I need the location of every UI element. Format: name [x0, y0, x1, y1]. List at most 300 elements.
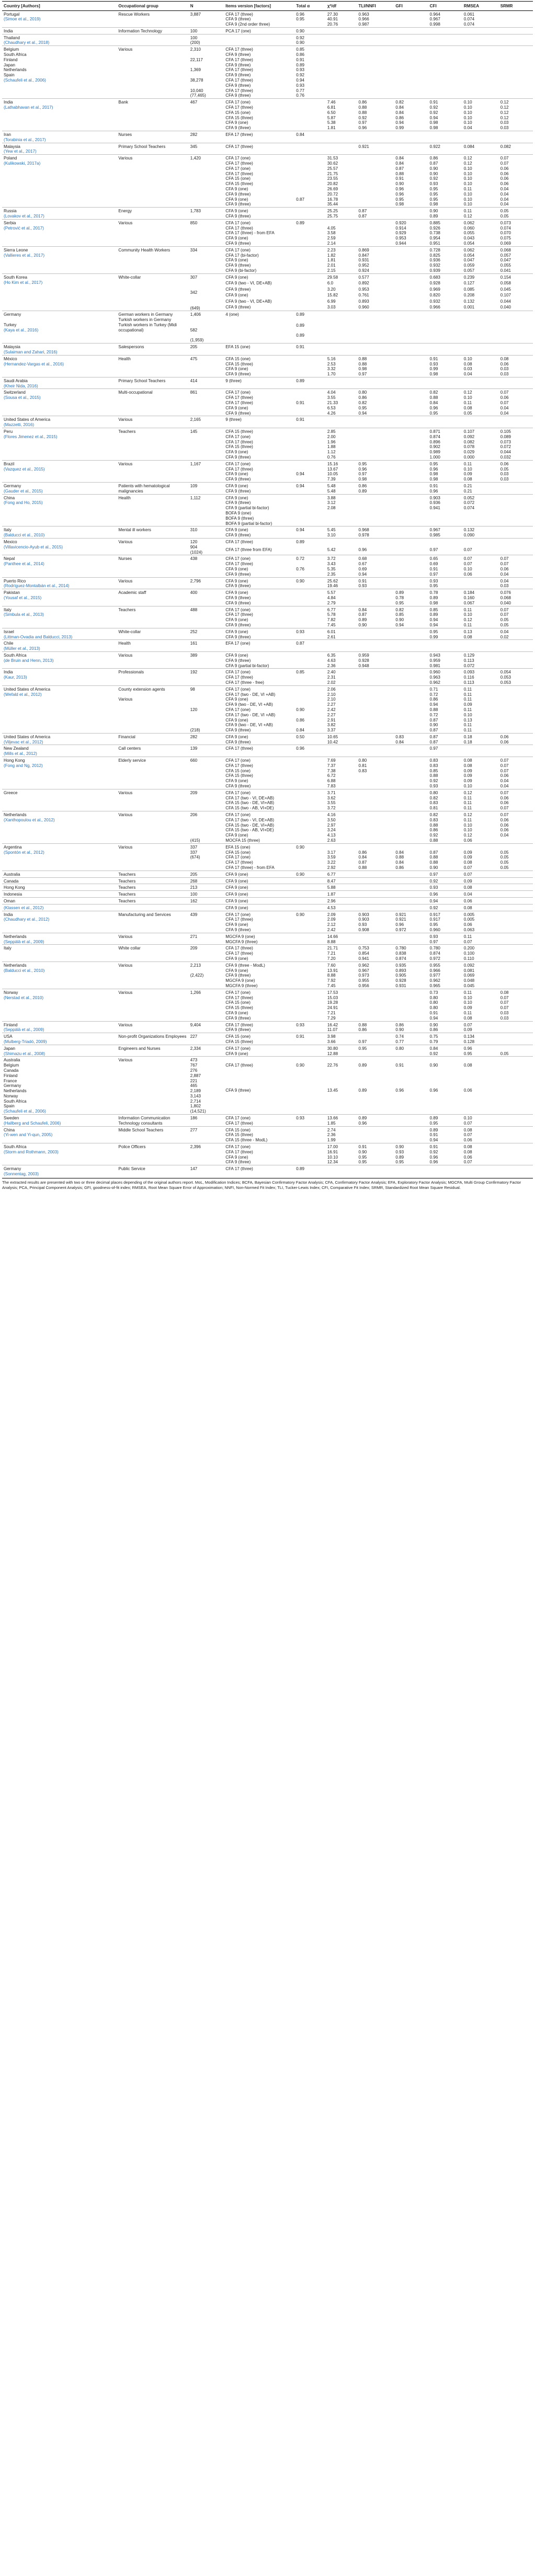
tli-cell: 0.753: [357, 945, 394, 951]
chi2-df-cell: 2.79: [327, 600, 336, 605]
country-name: South Africa: [4, 1144, 27, 1150]
tli-cell: [357, 521, 394, 526]
alpha-cell: [294, 596, 326, 601]
alpha-cell: [294, 612, 326, 617]
srmr-cell: 0.05: [500, 855, 509, 860]
alpha-cell: [294, 922, 326, 928]
items-version-cell: CFA 17 (three): [225, 171, 253, 176]
chi2-df-cell: 7.82: [327, 617, 336, 623]
citation-link[interactable]: (Fong and Ho, 2015): [4, 500, 43, 506]
cfi-cell: 0.87: [429, 728, 438, 733]
citation-link[interactable]: (Sousa et al., 2015): [4, 395, 41, 400]
srmr-cell: [499, 983, 533, 989]
srmr-cell: 0.07: [499, 155, 533, 161]
rmsea-cell: 0.06: [463, 1138, 472, 1143]
citation-link[interactable]: (Yew et al., 2017): [4, 149, 37, 154]
gfi-cell: 0.953: [395, 236, 406, 241]
items-version-cell: MOCFA 15 (three): [225, 838, 260, 843]
rmsea-cell: 0.074: [463, 506, 475, 511]
sample-size-cell: 205: [189, 344, 224, 356]
alpha-cell: [294, 838, 326, 843]
gfi-cell: 0.88: [395, 855, 404, 860]
alpha-cell: 0.77: [296, 88, 305, 93]
citation-link[interactable]: (Mulberg-Triadó, 2009): [4, 1039, 47, 1044]
citation-link[interactable]: (de Bruin and Henn, 2013): [4, 658, 54, 663]
gfi-cell: [394, 828, 428, 833]
citation-link[interactable]: (Sonnentag, 2003): [4, 1172, 39, 1177]
cfi-cell: [428, 83, 462, 88]
gfi-cell: [394, 818, 428, 823]
items-version-cell: CFA 9 (three): [225, 73, 251, 78]
citation-link[interactable]: (Müller et al., 2013): [4, 646, 40, 651]
rmsea-cell: 0.10: [463, 171, 472, 176]
cfi-cell: [428, 88, 462, 94]
rmsea-cell: 0.10: [463, 197, 472, 202]
citation-link[interactable]: (Flores Jimenez et al., 2015): [4, 434, 58, 439]
alpha-cell: 0.96: [294, 745, 326, 757]
items-version-cell: CFA 9 (two - DE, VI +AB): [225, 723, 273, 728]
citation-link[interactable]: (Seppälä et al., 2009): [4, 1027, 44, 1033]
chi2-df-cell: 6.77: [326, 871, 357, 877]
sample-size-cell: 310: [189, 526, 224, 539]
country-name: Australia Belgium Canada Finland France Germany Netherlands Norway South Africa Spain: [4, 1058, 27, 1109]
alpha-cell: [294, 389, 326, 395]
cfi-cell: 0.90: [429, 166, 438, 171]
citation-link[interactable]: (Torabinia et al., 2017): [4, 137, 46, 142]
chi2-df-cell: 25.25: [326, 208, 357, 214]
alpha-cell: 0.87: [296, 197, 305, 202]
cfi-cell: 0.871: [428, 428, 462, 434]
chi2-df-cell: 1.87: [326, 891, 357, 898]
srmr-cell: [499, 951, 533, 956]
gfi-cell: 0.928: [395, 978, 406, 983]
gfi-cell: [394, 472, 428, 477]
citation-link[interactable]: (Littman-Ovadia and Balducci, 2013): [4, 634, 73, 639]
cfi-cell: 0.94: [429, 622, 438, 627]
citation-link[interactable]: (Chaudhary et al., 2018): [4, 40, 50, 45]
citation-link[interactable]: (Kaur, 2013): [4, 675, 27, 680]
items-version-cell: CFA 17 (three): [224, 945, 294, 951]
rmsea-cell: [462, 640, 499, 652]
chi2-df-cell: 25.62: [326, 577, 357, 583]
chi2-df-cell: 7.20: [327, 956, 336, 961]
cfi-cell: 0.83: [429, 800, 438, 806]
gfi-cell: [394, 806, 428, 811]
alpha-cell: 0.85: [294, 669, 326, 675]
gfi-cell: [394, 526, 428, 533]
sample-size-cell: 2,796: [189, 577, 224, 589]
tli-cell: [357, 500, 394, 506]
country-cell: [2, 843, 117, 871]
items-version-cell: CFA 17 (two - DE, VI +AB): [225, 712, 276, 717]
items-version-cell: CFA 9 (three): [225, 1088, 251, 1093]
citation-link[interactable]: (Balducci et al., 2010): [4, 533, 45, 538]
citation-link[interactable]: (Kulikowski, 2017a): [4, 161, 41, 166]
alpha-cell: [294, 1138, 326, 1143]
gfi-cell: [394, 669, 428, 675]
tli-cell: [357, 675, 394, 680]
chi2-df-cell: 16.78: [327, 197, 338, 202]
gfi-cell: [394, 40, 428, 45]
srmr-cell: [499, 1027, 533, 1033]
chi2-df-cell: 3.62: [327, 795, 336, 800]
country-cell: [2, 155, 117, 208]
occupation-cell: Teachers: [117, 884, 188, 891]
rmsea-cell: 0.129: [462, 651, 499, 658]
tli-cell: 0.89: [357, 1115, 394, 1121]
gfi-cell: [394, 763, 428, 769]
alpha-cell: [294, 562, 326, 567]
cfi-cell: 0.94: [428, 898, 462, 905]
srmr-cell: [499, 27, 533, 34]
alpha-cell: [294, 305, 326, 311]
citation-link[interactable]: (Ho Kim et al., 2017): [4, 280, 43, 285]
citation-link[interactable]: (Simoe et al., 2019): [4, 17, 41, 22]
occupation-cell: Teachers: [117, 606, 188, 628]
gfi-cell: [394, 1016, 428, 1021]
citation-link[interactable]: (Lovakov et al., 2017): [4, 213, 44, 219]
rmsea-cell: 0.95: [463, 1051, 472, 1056]
cfi-cell: 0.87: [429, 739, 438, 745]
country-name: India: [4, 670, 13, 675]
country-cell: [2, 1021, 117, 1033]
gfi-cell: 0.838: [395, 951, 406, 956]
cfi-cell: 0.87: [429, 161, 438, 166]
citation-link[interactable]: (Mazzetti, 2016): [4, 422, 35, 428]
country-cell: [2, 1115, 117, 1127]
items-version-cell: CFA 9 (three): [225, 93, 251, 98]
srmr-cell: [499, 884, 533, 891]
items-version-cell: EFA 17 (one): [224, 640, 294, 652]
rmsea-cell: [462, 63, 499, 68]
header-cell: Occupational group: [117, 2, 188, 11]
table-row: [2, 933, 533, 939]
occupation-cell: Various: [117, 1057, 188, 1115]
cfi-cell: [428, 539, 462, 548]
alpha-cell: 0.76: [296, 93, 305, 98]
rmsea-cell: [462, 577, 499, 583]
citation-link[interactable]: (Klassen et al., 2012): [4, 905, 44, 910]
cfi-cell: 0.955: [428, 961, 462, 968]
tli-cell: 0.96: [358, 466, 367, 472]
citation-link[interactable]: (Nerstad et al., 2010): [4, 995, 44, 1000]
chi2-df-cell: [326, 323, 357, 333]
citation-link[interactable]: (Xanthopoulou et al., 2012): [4, 817, 55, 822]
cfi-cell: 0.91: [428, 483, 462, 489]
citation-link[interactable]: (Hernandez-Vargas et al., 2016): [4, 361, 64, 367]
items-version-cell: CFA 15 (one): [224, 1033, 294, 1039]
rmsea-cell: 0.10: [463, 120, 472, 125]
country-cell: [2, 904, 117, 911]
srmr-cell: 0.074: [500, 225, 511, 231]
items-version-cell: CFA 17 (one): [224, 1143, 294, 1150]
chi2-df-cell: 2.63: [327, 838, 336, 843]
country-name: Netherlands: [4, 812, 27, 818]
occupation-cell: Various: [117, 933, 188, 945]
items-version-cell: CFA 9 (one): [225, 258, 248, 263]
country-name: Oman: [4, 899, 16, 903]
cfi-cell: 0.91: [429, 1132, 438, 1138]
rmsea-cell: 0.12: [463, 213, 472, 219]
gfi-cell: [394, 811, 428, 818]
tli-cell: 0.921: [357, 143, 394, 155]
alpha-cell: 0.87: [294, 640, 326, 652]
cfi-cell: [428, 640, 462, 652]
items-version-cell: CFA 9 (three): [225, 1027, 251, 1033]
gfi-cell: 0.94: [395, 622, 404, 627]
table-row: [2, 911, 533, 917]
tli-cell: [357, 640, 394, 652]
rmsea-cell: 0.000: [463, 455, 475, 460]
cfi-cell: 0.86: [429, 1027, 438, 1033]
citation-link[interactable]: (Vazquez et al., 2015): [4, 466, 45, 472]
alpha-cell: [294, 796, 326, 801]
citation-link[interactable]: (Spontón et al., 2012): [4, 850, 44, 855]
tli-cell: [357, 34, 394, 40]
tli-cell: 0.967: [358, 968, 369, 973]
alpha-cell: [294, 1000, 326, 1005]
gfi-cell: [394, 477, 428, 482]
alpha-cell: [294, 125, 326, 131]
gfi-cell: [394, 333, 428, 344]
items-version-cell: CFA 9 (one): [225, 405, 248, 410]
rmsea-cell: 0.067: [463, 600, 475, 605]
citation-link[interactable]: (Villavicencio-Ayub et al., 2015): [4, 544, 63, 549]
table-row: [2, 891, 533, 898]
srmr-cell: 0.045: [500, 287, 511, 292]
chi2-df-cell: 3.72: [326, 555, 357, 562]
srmr-cell: 0.04: [500, 191, 509, 197]
gfi-cell: 0.93: [395, 1149, 404, 1154]
items-version-cell: CFA 9 (one): [224, 884, 294, 891]
citation-link[interactable]: (Yousaf et al., 2015): [4, 595, 42, 600]
gfi-cell: [394, 989, 428, 995]
srmr-cell: [499, 323, 533, 333]
gfi-cell: [394, 444, 428, 450]
cfi-cell: 0.93: [429, 784, 438, 789]
cfi-cell: 0.95: [429, 410, 438, 416]
country-name: Indonesia: [4, 892, 22, 897]
tli-cell: [357, 904, 394, 911]
country-name: Sweden: [4, 1116, 19, 1121]
alpha-cell: [294, 467, 326, 472]
gfi-cell: [394, 521, 428, 526]
cfi-cell: 0.86: [429, 828, 438, 833]
citation-link[interactable]: (Fong and Ng, 2012): [4, 763, 43, 768]
srmr-cell: 0.06: [500, 800, 509, 806]
srmr-cell: 0.04: [500, 833, 509, 838]
srmr-cell: [499, 333, 533, 344]
citation-link[interactable]: (Petrović et al., 2017): [4, 225, 44, 231]
tli-cell: [357, 692, 394, 697]
srmr-cell: [499, 1143, 533, 1150]
items-version-cell: [224, 323, 294, 333]
chi2-df-cell: 13.66: [326, 1115, 357, 1121]
rmsea-cell: 0.07: [463, 939, 472, 944]
alpha-cell: 0.93: [294, 1115, 326, 1121]
citation-link[interactable]: (Balducci et al., 2010): [4, 968, 45, 973]
srmr-cell: [499, 877, 533, 884]
citation-link[interactable]: (Panthee et al., 2014): [4, 562, 44, 567]
citation-link[interactable]: (Kaya et al., 2016): [4, 327, 39, 333]
gfi-cell: 0.91: [395, 1063, 404, 1068]
chi2-df-cell: 5.88: [326, 884, 357, 891]
country-name: Portugal: [4, 12, 20, 17]
cfi-cell: 0.95: [429, 922, 438, 928]
chi2-df-cell: 6.0: [327, 281, 334, 286]
citation-link[interactable]: (Seppälä et al., 2009): [4, 939, 44, 944]
citation-link[interactable]: (Simbula et al., 2013): [4, 612, 44, 617]
srmr-cell: [499, 904, 533, 911]
tli-cell: [357, 241, 394, 246]
gfi-cell: [394, 73, 428, 78]
chi2-df-cell: 7.39: [327, 477, 336, 482]
citation-link[interactable]: (Chaudhary et al., 2012): [4, 917, 50, 922]
alpha-cell: [294, 589, 326, 596]
rmsea-cell: 0.001: [463, 304, 475, 310]
gfi-cell: [394, 460, 428, 466]
cfi-cell: 0.820: [429, 293, 440, 298]
tli-cell: [357, 713, 394, 718]
srmr-cell: 0.04: [499, 577, 533, 583]
items-version-cell: MGCFA 9 (one): [224, 933, 294, 939]
citation-link[interactable]: (Storm and Rothmann, 2003): [4, 1149, 59, 1154]
country-cell: [2, 733, 117, 745]
srmr-cell: [499, 78, 533, 83]
citation-link[interactable]: (Lathabhavan et al., 2017): [4, 105, 53, 110]
country-name: Serbia: [4, 220, 16, 225]
rmsea-cell: [462, 34, 499, 40]
tli-cell: [357, 811, 394, 818]
table-row: [2, 355, 533, 361]
srmr-cell: [499, 344, 533, 356]
cfi-cell: 0.966: [429, 304, 440, 310]
rmsea-cell: 0.055: [463, 231, 475, 236]
rmsea-cell: 0.12: [462, 811, 499, 818]
gfi-cell: [394, 467, 428, 472]
citation-link[interactable]: (Yi-wen and Yi-qun, 2005): [4, 1132, 53, 1138]
citation-link[interactable]: (Kheir Nida, 2016): [4, 383, 38, 388]
gfi-cell: 0.905: [395, 973, 406, 978]
citation-link[interactable]: (Hallberg and Schaufeli, 2006): [4, 1120, 61, 1126]
chi2-df-cell: 5.48: [326, 483, 357, 489]
rmsea-cell: 0.10: [463, 202, 472, 207]
table-row: [2, 389, 533, 395]
citation-link[interactable]: (Gauder et al., 2015): [4, 488, 43, 494]
cfi-cell: [428, 58, 462, 63]
chi2-df-cell: 2.92: [327, 865, 336, 871]
cfi-cell: 0.73: [428, 989, 462, 995]
citation-link[interactable]: (Viljevac et al., 2012): [4, 739, 43, 745]
cfi-cell: 0.83: [429, 817, 438, 822]
citation-link[interactable]: (Rodríguez-Montalbán et al., 2014): [4, 583, 70, 589]
alpha-cell: 0.93: [296, 67, 305, 73]
header-cell: CFI: [428, 2, 462, 11]
cfi-cell: 0.683: [428, 273, 462, 281]
occupation-cell: Community Health Workers: [117, 246, 188, 273]
gfi-cell: 0.96: [395, 922, 404, 928]
rmsea-cell: 0.074: [463, 22, 475, 27]
citation-link[interactable]: (Vallieres et al., 2017): [4, 253, 45, 258]
sample-size-cell: 334: [189, 246, 224, 273]
cfi-cell: 0.81: [429, 806, 438, 811]
table-row: [2, 811, 533, 818]
chi2-df-cell: [326, 377, 357, 389]
items-version-cell: CFA 9 (one): [224, 628, 294, 634]
rmsea-cell: 0.069: [463, 973, 475, 978]
alpha-cell: [294, 1039, 326, 1045]
citation-link[interactable]: (Wefald et al., 2012): [4, 692, 42, 697]
alpha-cell: 0.92: [296, 73, 305, 78]
occupation-cell: White collar: [117, 945, 188, 961]
alpha-cell: [294, 763, 326, 769]
gfi-cell: [394, 784, 428, 789]
citation-link[interactable]: (Shimazu et al., 2008): [4, 1051, 45, 1056]
chi2-df-cell: 6.50: [327, 110, 336, 115]
chi2-df-cell: 6.72: [327, 773, 336, 778]
srmr-cell: [499, 67, 533, 73]
items-version-cell: CFA 17 (one): [225, 707, 251, 712]
cfi-cell: [428, 416, 462, 428]
sample-size-cell: 1,266: [189, 989, 224, 1021]
citation-link[interactable]: (Sulaiman and Zahari, 2016): [4, 349, 58, 354]
tli-cell: [357, 131, 394, 143]
sample-size-cell: 2,213 (2,422): [189, 961, 224, 989]
rmsea-cell: 0.11: [463, 800, 472, 806]
tli-cell: [357, 989, 394, 995]
occupation-cell: Various: [117, 219, 188, 246]
country-name: Belgium South Africa Finland Japan Netherlands Spain: [4, 47, 27, 78]
tli-cell: [357, 843, 394, 850]
srmr-cell: [499, 651, 533, 658]
chi2-df-cell: 16.91: [327, 1149, 338, 1154]
tli-cell: [357, 27, 394, 34]
gfi-cell: [394, 707, 428, 713]
chi2-df-cell: 2.74: [326, 1126, 357, 1132]
sample-size-cell: 345: [189, 143, 224, 155]
citation-link[interactable]: (Schaufeli et al., 2006): [4, 78, 46, 83]
items-version-cell: CFA 9 (one): [225, 566, 248, 571]
chi2-df-cell: 2.27: [327, 702, 336, 707]
country-cell: [2, 460, 117, 482]
items-version-cell: CFA 9 (one): [225, 197, 248, 202]
srmr-cell: 0.073: [499, 219, 533, 225]
srmr-cell: [499, 516, 533, 521]
cfi-cell: 0.903: [428, 494, 462, 500]
chi2-df-cell: [326, 344, 357, 356]
tli-cell: [357, 828, 394, 833]
country-name: Chile: [4, 641, 14, 646]
items-version-cell: CFA 9 (one): [225, 1154, 248, 1160]
srmr-cell: 0.06: [500, 828, 509, 833]
table-row: [2, 733, 533, 739]
citation-link[interactable]: (Mills et al., 2012): [4, 751, 37, 757]
country-cell: [2, 811, 117, 844]
chi2-df-cell: 4.16: [326, 811, 357, 818]
tli-cell: 0.92: [358, 115, 367, 120]
srmr-cell: 0.055: [500, 263, 511, 268]
gfi-cell: [394, 555, 428, 562]
chi2-df-cell: 6.53: [327, 405, 336, 410]
citation-link[interactable]: (Schaufeli et al., 2006): [4, 1109, 46, 1114]
items-version-cell: PCA 17 (one): [224, 27, 294, 34]
country-name: Switzerland: [4, 390, 26, 395]
tli-cell: [357, 226, 394, 231]
tli-cell: [357, 833, 394, 838]
chi2-df-cell: 21.71: [326, 945, 357, 951]
tli-cell: [357, 88, 394, 94]
sample-size-cell: 1,167: [189, 460, 224, 482]
